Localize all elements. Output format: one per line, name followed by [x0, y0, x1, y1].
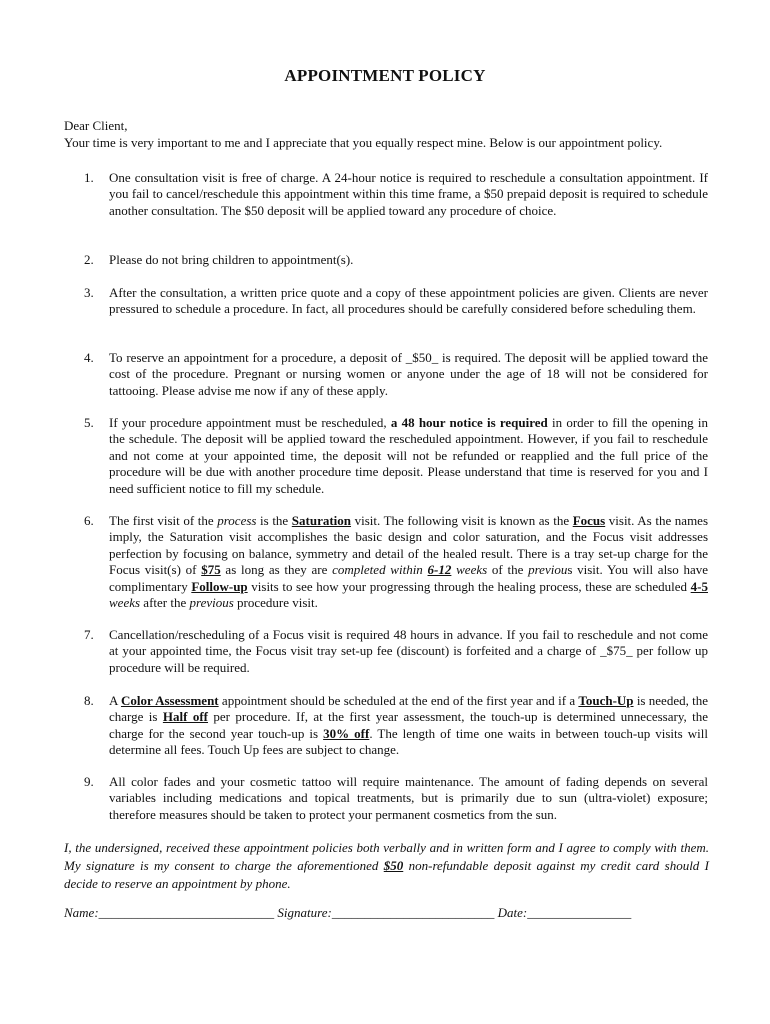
follow-up-weeks: 4-5 — [690, 578, 708, 594]
signature-line — [64, 905, 631, 921]
item-text: The first visit of the process is the Saturation visit. The following visit is known as the Focus visit. As the names imply, the Saturation visit accomplishes the basic design and color saturation, and the Focus visit addresses perfection by focusing on balance, symmetry and detail of the healed result. There is a tray set-up charge for the Focus visit(s) of $75 as long as they are completed within 6-12 weeks of the previous visit. You will also have complimentary Follow-up visits to see how your progressing through the healing process, these are scheduled 4-5 weeks after the previous procedure visit. — [109, 513, 709, 611]
item-text: All color fades and your cosmetic tattoo will require maintenance. The amount of fading depends on several variables including medications and topical treatments, but is primarily due to sun (ultra-violet) exposure; therefore measures should be taken to protect your permanent cosmetics from the sun. — [109, 774, 708, 822]
policy-item-5 — [84, 415, 708, 497]
consent-statement: I, the undersigned, received these appointment policies both verbally and in written form and I agree to comply with them. My signature is my consent to charge the aforementioned $50 non-refundable deposit against my credit card should I decide to reserve an appointment by phone. — [64, 840, 709, 891]
signature-label: Signature: — [274, 905, 332, 920]
date-field[interactable]: ________________ — [527, 905, 632, 920]
greeting: Dear Client, — [64, 118, 128, 133]
notice-requirement: a 48 hour notice is required — [390, 415, 548, 430]
item-number: 8. — [84, 693, 94, 708]
item-text: To reserve an appointment for a procedure, a deposit of _$50_ is required. The deposit will be applied toward the cost of the procedure. Pregnant or nursing women or anyone under the age of 18 will not be considered for tattooing. Please advise me now if any of these apply. — [109, 350, 708, 398]
policy-item-4 — [84, 350, 708, 399]
item-number: 7. — [84, 627, 94, 642]
item-text: One consultation visit is free of charge. A 24-hour notice is required to reschedule a consultation appointment. If you fail to cancel/reschedule this appointment within this time frame, a $50 prepaid deposit is required to schedule another consultation. The $50 deposit will be applied toward any procedure of choice. — [109, 170, 708, 218]
policy-item-1 — [84, 170, 708, 219]
date-label: Date: — [494, 905, 528, 920]
weeks-range: 6-12 — [427, 562, 452, 578]
saturation-term: Saturation — [291, 513, 352, 528]
deposit-amount: $50 — [383, 858, 404, 873]
name-field[interactable]: ___________________________ — [98, 905, 275, 920]
policy-item-2 — [84, 252, 708, 268]
name-label: Name: — [64, 905, 99, 920]
item-number: 1. — [84, 170, 94, 185]
item-number: 6. — [84, 513, 94, 528]
color-assessment-term: Color Assessment — [120, 693, 219, 708]
intro-paragraph: Your time is very important to me and I appreciate that you equally respect mine. Below is our appointment policy. — [64, 135, 663, 150]
item-number: 3. — [84, 285, 94, 300]
policy-item-8 — [84, 693, 708, 759]
document-title: APPOINTMENT POLICY — [284, 66, 486, 85]
item-number: 5. — [84, 415, 94, 430]
signature-field[interactable]: _________________________ — [331, 905, 495, 920]
half-off-term: Half off — [162, 709, 209, 725]
policy-item-9 — [84, 774, 708, 823]
item-text: Please do not bring children to appointment(s). — [109, 252, 354, 267]
item-text: Cancellation/rescheduling of a Focus visit is required 48 hours in advance. If you fail to reschedule and not come at your appointed time, the Focus visit tray set-up fee (discount) is forfeited and a charge of _$75_ per follow up procedure will be required. — [109, 627, 708, 675]
item-text: If your procedure appointment must be rescheduled, a 48 hour notice is required in order to fill the opening in the schedule. The deposit will be applied toward the rescheduled appointment. However, if you fail to reschedule and not come at your appointed time, the deposit will not be refunded or reapplied and the full price of the procedure will be due with another procedure time deposit. Please understand that time is reserved for you and I need sufficient notice to fill my schedule. — [109, 415, 708, 496]
tray-fee-amount: $75 — [201, 562, 221, 578]
item-number: 2. — [84, 252, 94, 267]
thirty-percent-off-term: 30% off — [323, 725, 370, 741]
follow-up-term: Follow-up — [191, 578, 248, 594]
touch-up-term: Touch-Up — [578, 693, 634, 708]
item-number: 9. — [84, 774, 94, 789]
policy-item-7 — [84, 627, 708, 676]
item-text: After the consultation, a written price quote and a copy of these appointment policies are given. Clients are never pressured to schedule a procedure. In fact, all procedures should be carefully considered before scheduling them. — [109, 285, 708, 317]
focus-term: Focus — [572, 513, 606, 528]
policy-item-3 — [84, 285, 708, 318]
item-number: 4. — [84, 350, 94, 365]
policy-item-6 — [84, 513, 708, 611]
item-text: A Color Assessment appointment should be scheduled at the end of the first year and if a Touch-Up is needed, the charge is Half off per procedure. If, at the first year assessment, the touch-up is determined unnecessary, the charge for the second year touch-up is 30% off. The length of time one waits in between touch-up visits will determine all fees. Touch Up fees are subject to change. — [109, 693, 709, 758]
